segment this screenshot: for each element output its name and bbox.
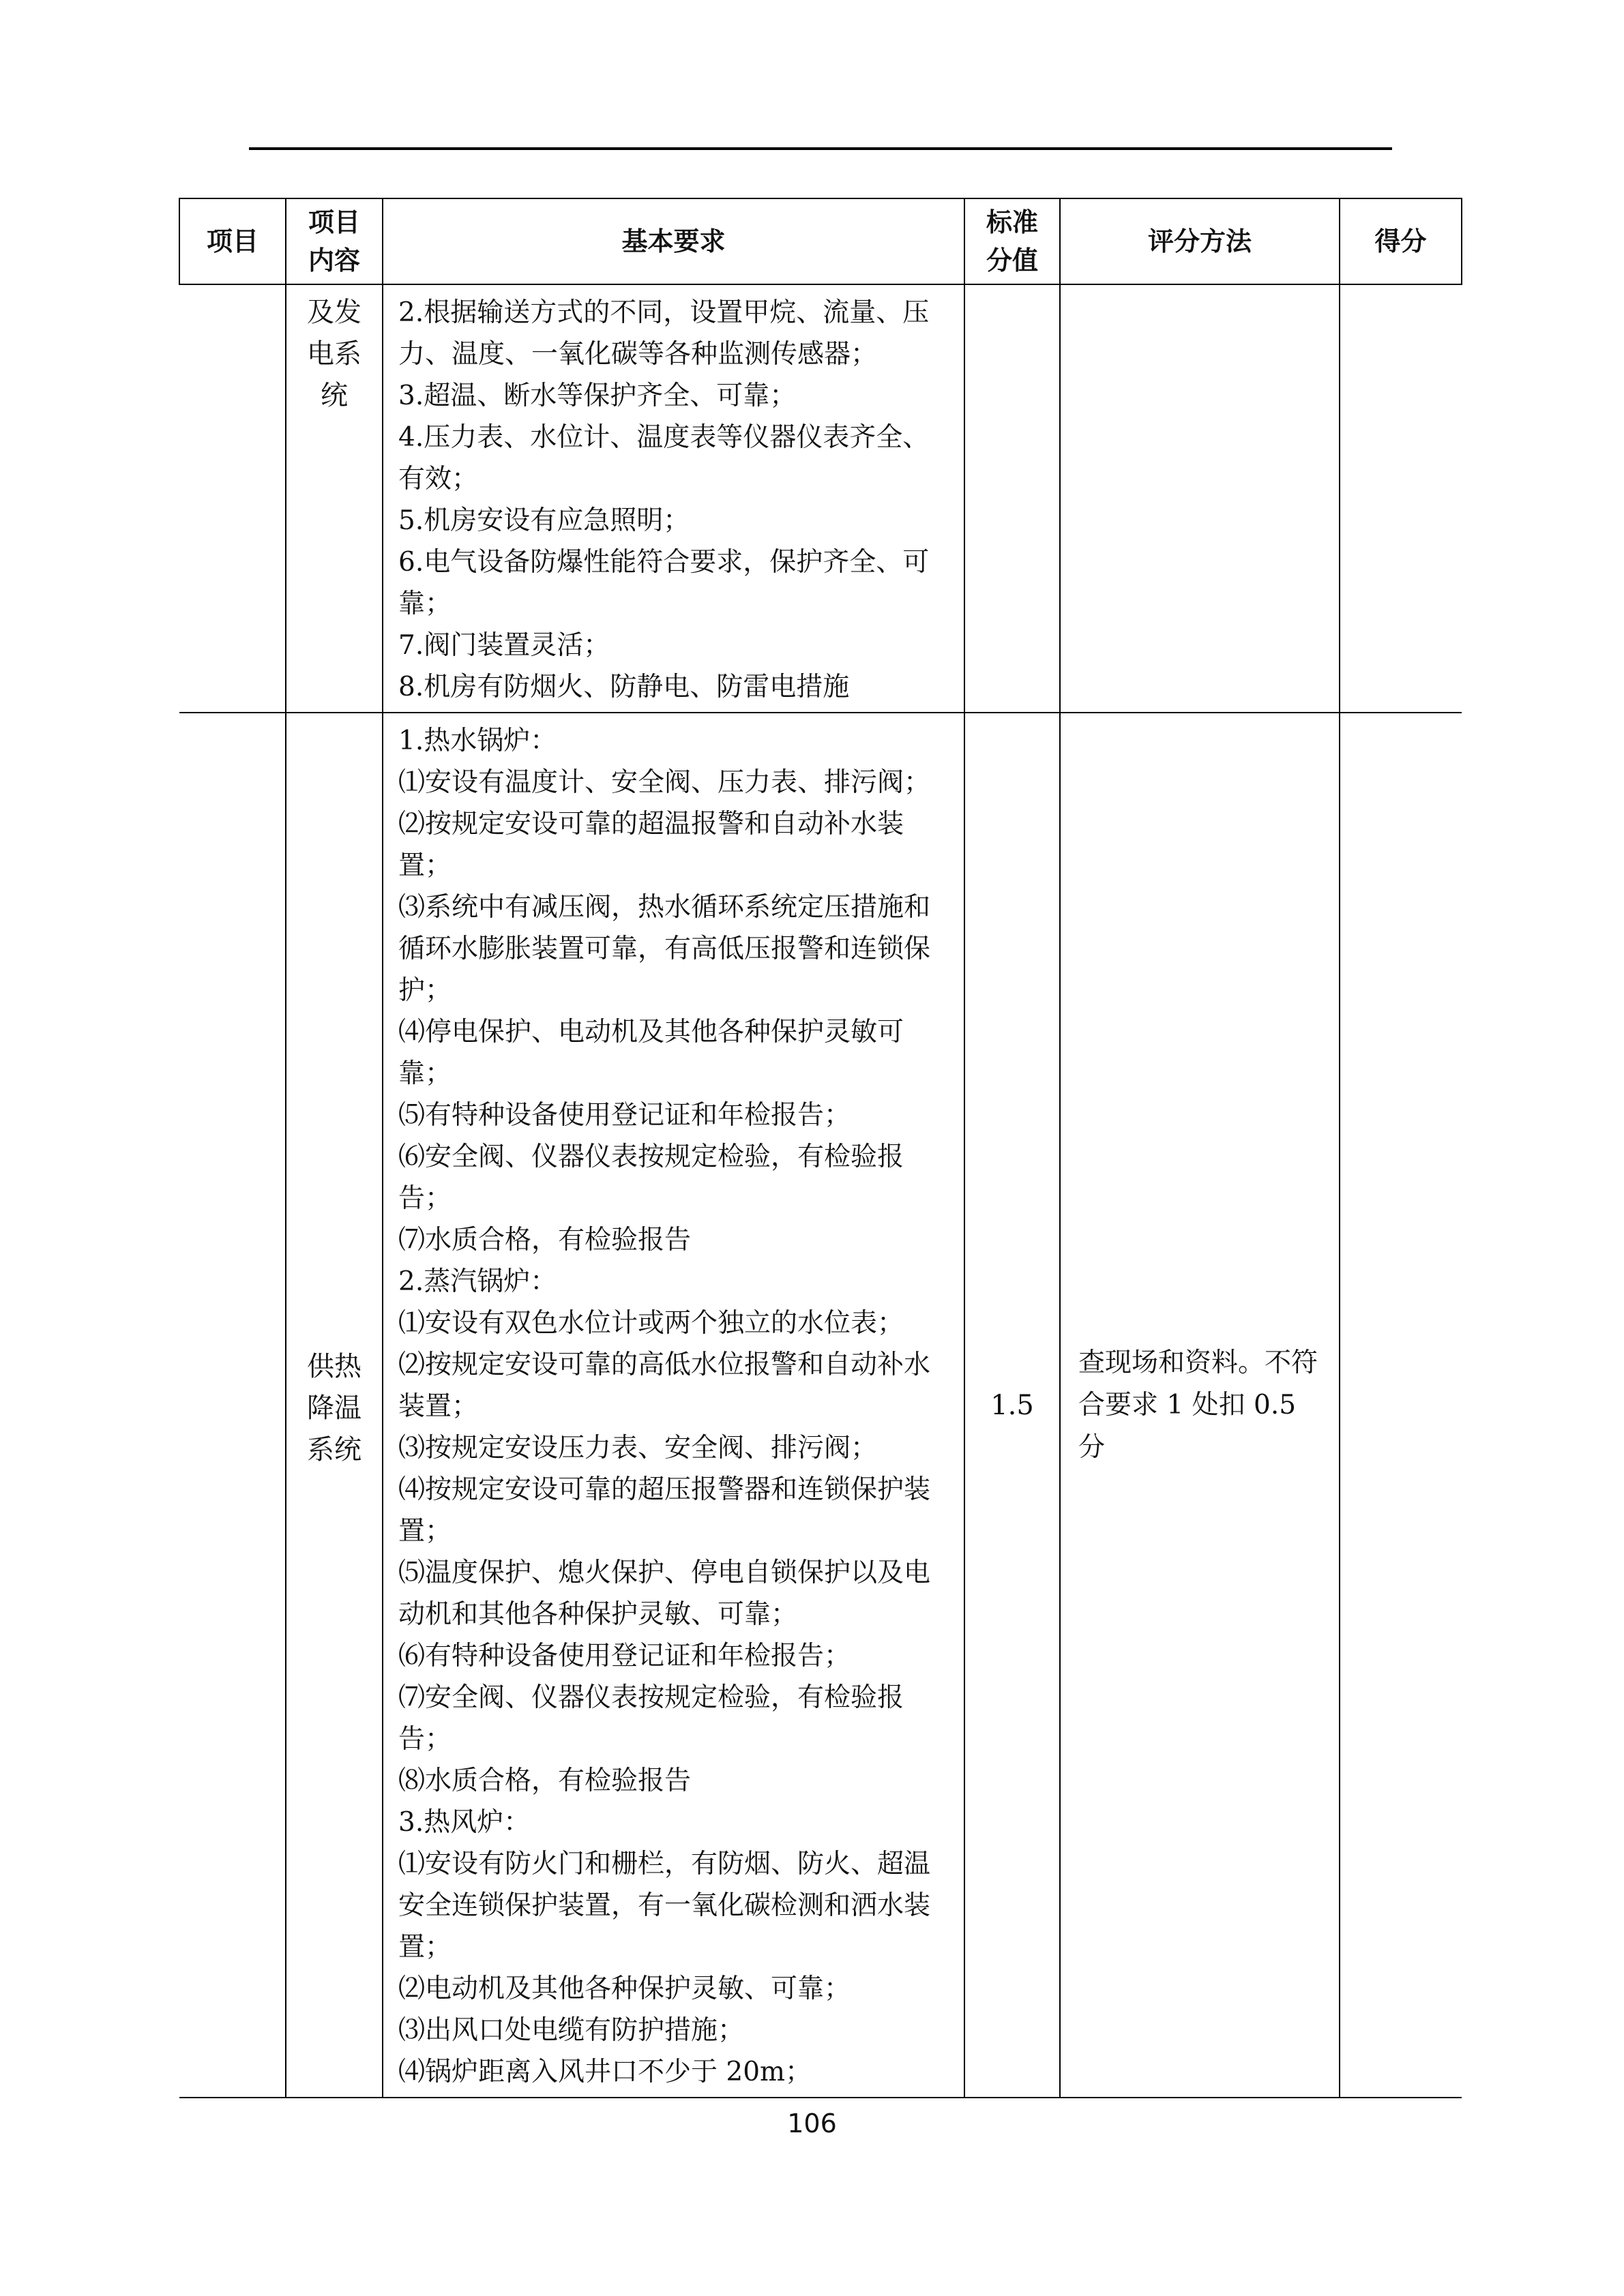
requirement-line: 2.根据输送方式的不同，设置甲烷、流量、压力、温度、一氧化碳等各种监测传感器； xyxy=(398,297,930,370)
row1-standard-score xyxy=(964,284,1060,713)
requirement-line: ⑸有特种设备使用登记证和年检报告； xyxy=(398,1100,851,1131)
requirement-line: ⑶出风口处电缆有防护措施； xyxy=(398,2015,745,2046)
header-content: 项目内容 xyxy=(286,198,383,284)
requirement-line: 7.阀门装置灵活； xyxy=(398,630,610,661)
requirement-line: 8.机房有防烟火、防静电、防雷电措施 xyxy=(398,672,850,702)
requirement-line: ⑸温度保护、熄火保护、停电自锁保护以及电动机和其他各种保护灵敏、可靠； xyxy=(398,1557,931,1630)
table-row xyxy=(179,284,1462,713)
requirement-line: ⑶按规定安设压力表、安全阀、排污阀； xyxy=(398,1433,878,1463)
row1-requirements xyxy=(383,284,964,713)
row1-scoring-method xyxy=(1060,284,1340,713)
requirement-line: ⑻水质合格，有检验报告 xyxy=(398,1765,692,1796)
header-scoring-method: 评分方法 xyxy=(1060,198,1340,284)
requirement-line: 6.电气设备防爆性能符合要求，保护齐全、可靠； xyxy=(398,547,930,619)
requirement-line: ⑷锅炉距离入风井口不少于 20m； xyxy=(398,2057,812,2087)
row1-content: 及发电系统 xyxy=(286,284,383,713)
requirement-line: ⑴安设有双色水位计或两个独立的水位表； xyxy=(398,1308,904,1339)
requirement-line: 5.机房安设有应急照明； xyxy=(398,505,690,536)
header-item: 项目 xyxy=(179,198,286,284)
header-rule xyxy=(249,147,1392,150)
requirement-line: ⑵按规定安设可靠的超温报警和自动补水装置； xyxy=(398,809,904,881)
requirement-line: ⑹有特种设备使用登记证和年检报告； xyxy=(398,1641,851,1671)
header-standard-score: 标准分值 xyxy=(964,198,1060,284)
table-header-row xyxy=(179,198,1462,284)
requirement-line: 3.超温、断水等保护齐全、可靠； xyxy=(398,381,797,411)
row2-content: 供热降温系统 xyxy=(286,713,383,2098)
requirement-line: 2.蒸汽锅炉： xyxy=(398,1266,557,1297)
row2-score xyxy=(1340,713,1462,2098)
row2-scoring-method: 查现场和资料。不符合要求 1 处扣 0.5 分 xyxy=(1060,713,1340,2098)
header-score: 得分 xyxy=(1340,198,1462,284)
requirement-line: ⑺安全阀、仪器仪表按规定检验，有检验报告； xyxy=(398,1682,904,1755)
requirement-line: ⑹安全阀、仪器仪表按规定检验，有检验报告； xyxy=(398,1142,904,1214)
requirement-line: ⑷按规定安设可靠的超压报警器和连锁保护装置； xyxy=(398,1474,931,1547)
row1-score xyxy=(1340,284,1462,713)
requirement-line: ⑵电动机及其他各种保护灵敏、可靠； xyxy=(398,1973,851,2004)
row2-standard-score: 1.5 xyxy=(964,713,1060,2098)
requirement-line: ⑷停电保护、电动机及其他各种保护灵敏可靠； xyxy=(398,1017,904,1089)
requirement-line: 4.压力表、水位计、温度表等仪器仪表齐全、有效； xyxy=(398,422,930,494)
requirement-line: ⑴安设有防火门和栅栏，有防烟、防火、超温安全连锁保护装置，有一氧化碳检测和洒水装置； xyxy=(398,1849,931,1963)
requirement-line: ⑵按规定安设可靠的高低水位报警和自动补水装置； xyxy=(398,1350,931,1422)
table-row xyxy=(179,713,1462,2098)
row2-item xyxy=(179,713,286,2098)
requirement-line: ⑶系统中有减压阀，热水循环系统定压措施和循环水膨胀装置可靠，有高低压报警和连锁保护； xyxy=(398,892,931,1006)
header-requirements: 基本要求 xyxy=(383,198,964,284)
requirement-line: ⑴安设有温度计、安全阀、压力表、排污阀； xyxy=(398,767,931,798)
page-number: 106 xyxy=(787,2108,837,2138)
requirement-line: 1.热水锅炉： xyxy=(398,726,557,756)
row2-requirements xyxy=(383,713,964,2098)
requirement-line: ⑺水质合格，有检验报告 xyxy=(398,1225,692,1255)
scoring-table xyxy=(179,198,1462,2098)
row1-item xyxy=(179,284,286,713)
requirement-line: 3.热风炉： xyxy=(398,1807,531,1838)
